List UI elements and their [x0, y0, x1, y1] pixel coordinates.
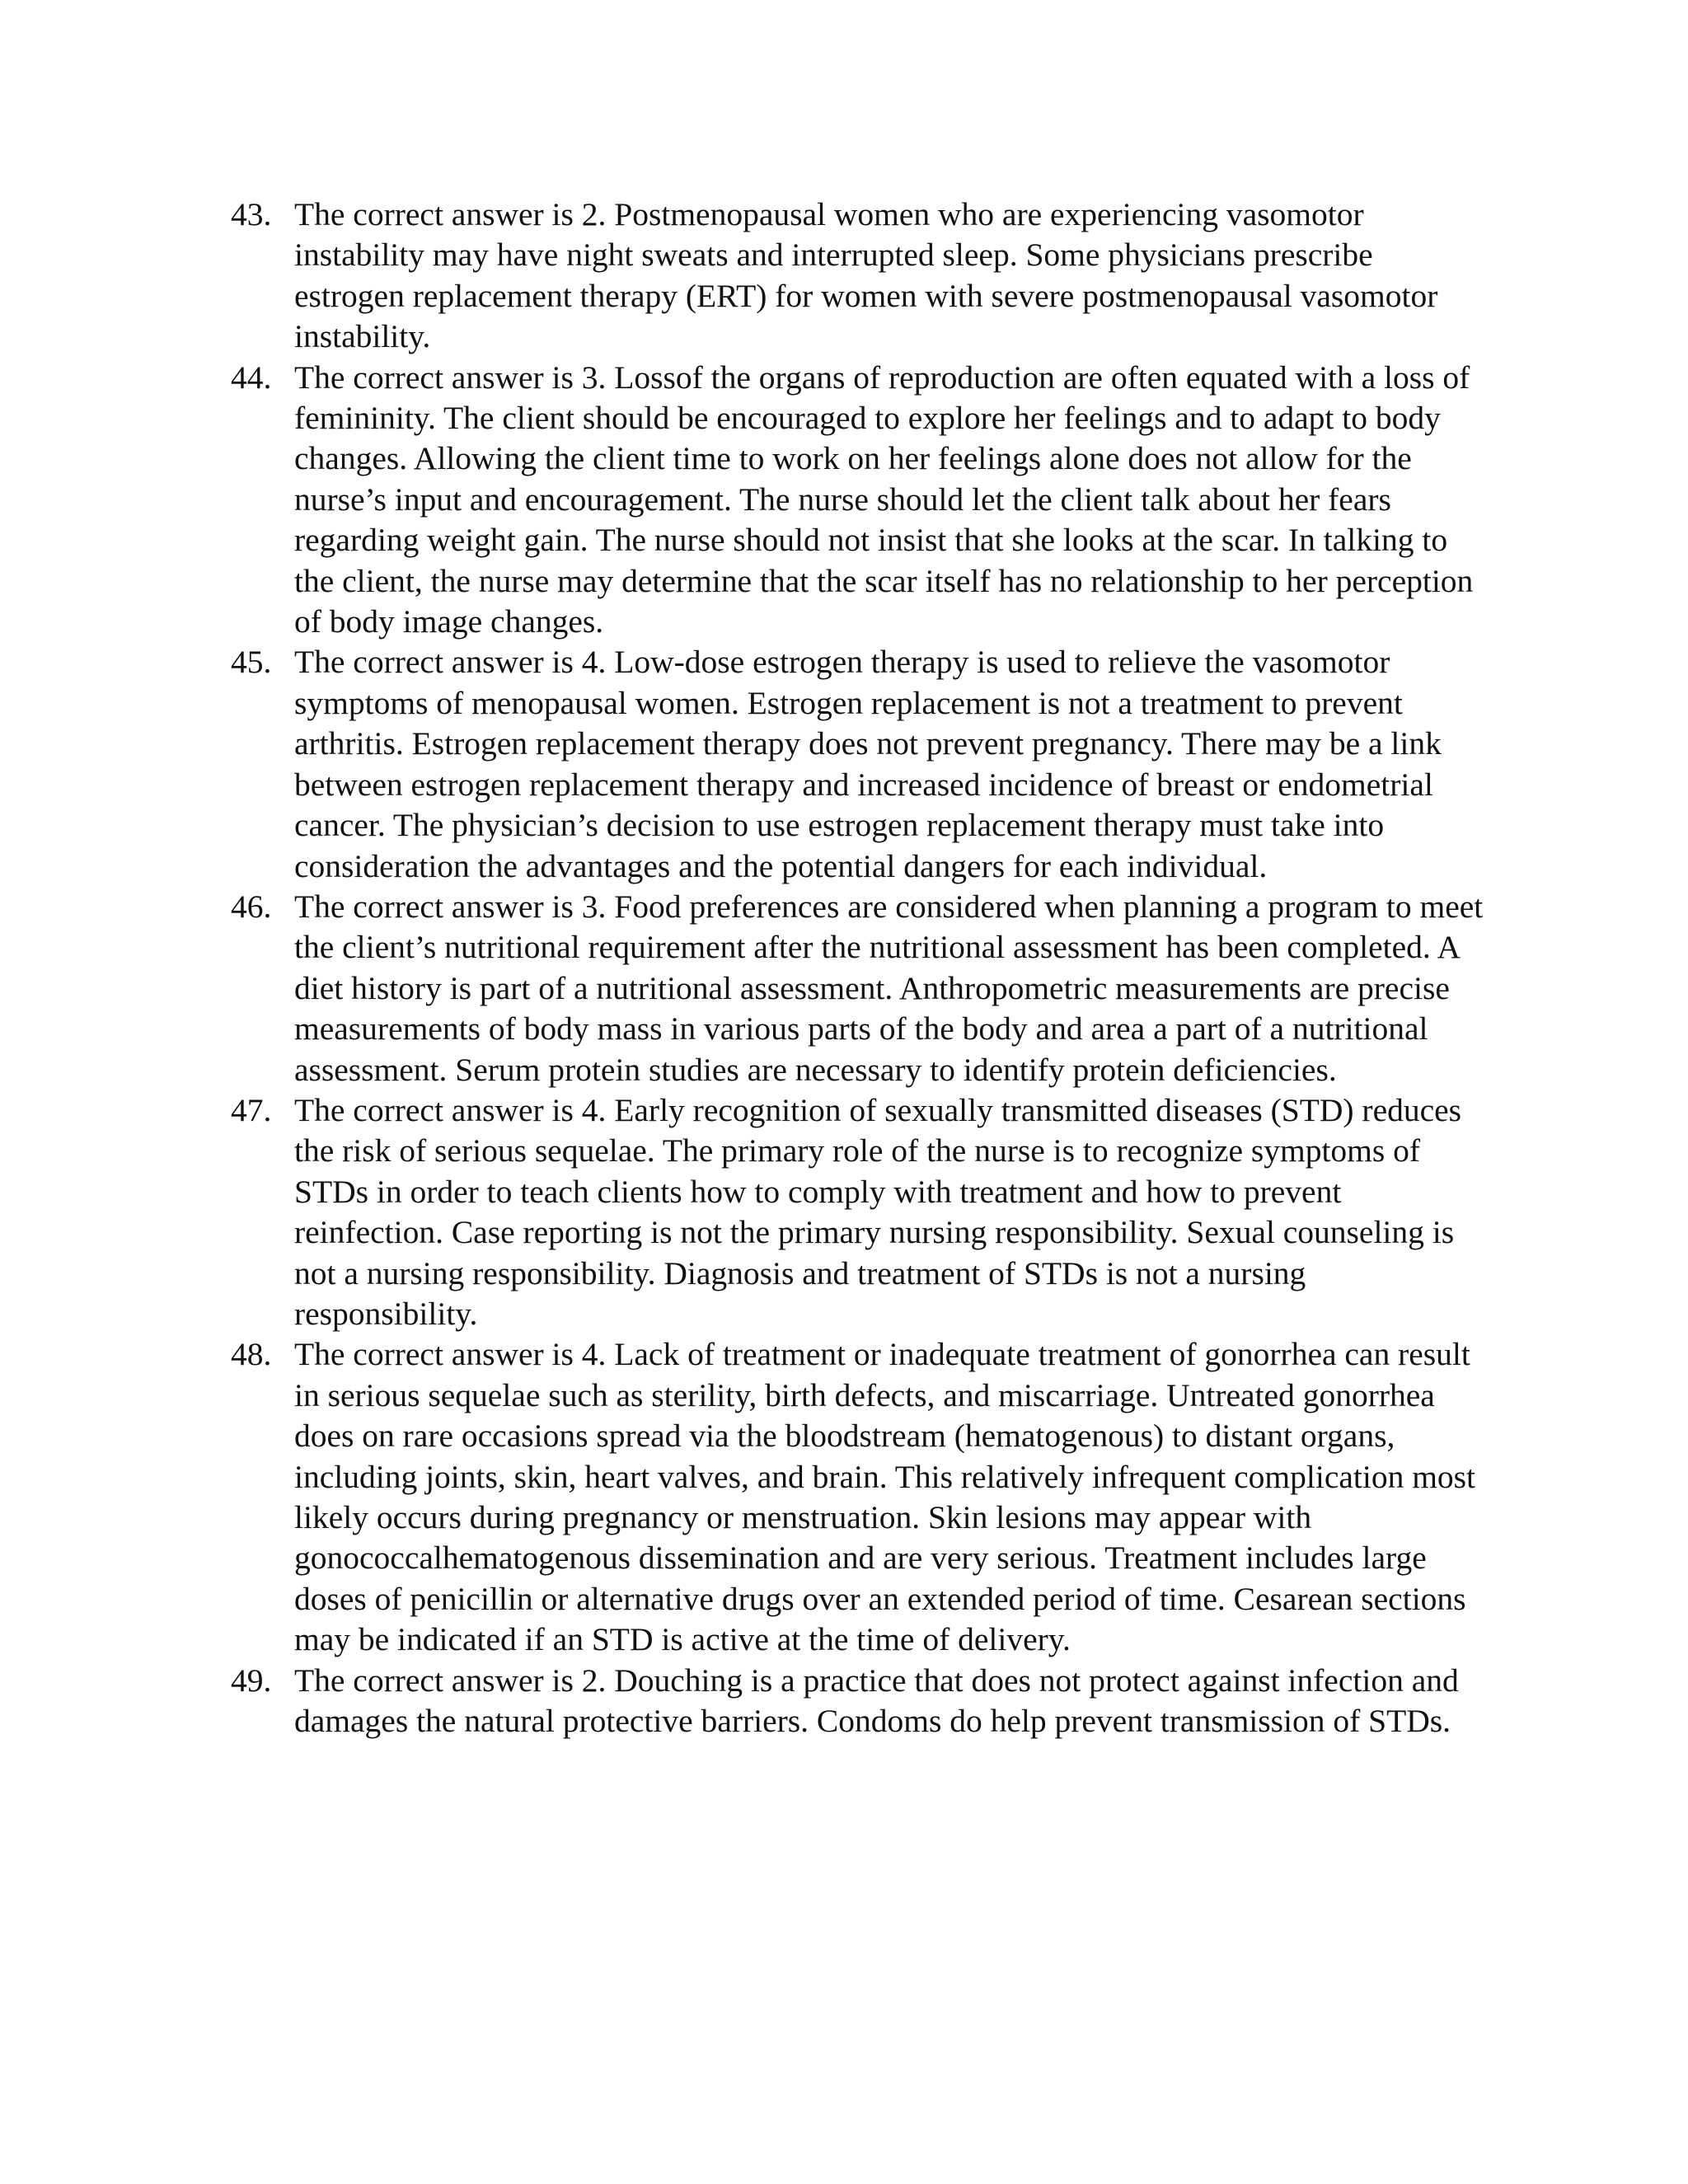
answer-number: 49. [231, 1661, 272, 1699]
answer-number: 45. [231, 644, 272, 681]
answer-item-45 [231, 642, 1484, 886]
answer-text: The correct answer is 4. Early recognition of sexually transmitted diseases (STD) reduces the risk of serious sequelae. The primary role of the nurse is to recognize symptoms of STDs in order to teach clients how to comply with treatment and how to prevent reinfection. Case reporting is not the primary nursing responsibility. Sexual counseling is not a nursing responsibility. Diagnosis and treatment of STDs is not a nursing responsibility. [294, 1091, 1462, 1332]
answer-text: The correct answer is 2. Postmenopausal women who are experiencing vasomotor instability may have night sweats and interrupted sleep. Some physicians prescribe estrogen replacement therapy (ERT) for women with severe postmenopausal vasomotor instability. [294, 196, 1438, 355]
answer-item-47 [231, 1090, 1484, 1334]
answer-text: The correct answer is 2. Douching is a practice that does not protect against infection and damages the natural protective barriers. Condoms do help prevent transmission of STDs. [294, 1661, 1459, 1740]
answer-list [231, 194, 1484, 1741]
answer-text: The correct answer is 4. Low-dose estrogen therapy is used to relieve the vasomotor symptoms of menopausal women. Estrogen replacement is not a treatment to prevent arthritis. Estrogen replacement therapy does not prevent pregnancy. There may be a link between estrogen replacement therapy and increased incidence of breast or endometrial cancer. The physician’s decision to use estrogen replacement therapy must take into consideration the advantages and the potential dangers for each individual. [294, 644, 1442, 884]
answer-item-43 [231, 194, 1484, 358]
answer-text: The correct answer is 3. Food preferences are considered when planning a program to meet the client’s nutritional requirement after the nutritional assessment has been completed. A diet history is part of a nutritional assessment. Anthropometric measurements are precise measurements of body mass in various parts of the body and area a part of a nutritional assessment. Serum protein studies are necessary to identify protein deficiencies. [294, 888, 1484, 1088]
answer-item-49 [231, 1661, 1484, 1742]
answer-number: 44. [231, 359, 272, 396]
answer-number: 43. [231, 196, 272, 232]
answer-number: 46. [231, 888, 272, 925]
answer-number: 47. [231, 1091, 272, 1128]
answer-text: The correct answer is 4. Lack of treatment or inadequate treatment of gonorrhea can result in serious sequelae such as sterility, birth defects, and miscarriage. Untreated gonorrhea does on rare occasions spread via the bloodstream (hematogenous) to distant organs, including joints, skin, heart valves, and brain. This relatively infrequent complication most likely occurs during pregnancy or menstruation. Skin lesions may appear with gonococcalhematogenous dissemination and are very serious. Treatment includes large doses of penicillin or alternative drugs over an extended period of time. Cesarean sections may be indicated if an STD is active at the time of delivery. [294, 1336, 1476, 1658]
answer-item-46 [231, 887, 1484, 1090]
answer-item-48 [231, 1334, 1484, 1660]
answer-item-44 [231, 358, 1484, 643]
answer-text: The correct answer is 3. Lossof the organs of reproduction are often equated with a loss of femininity. The client should be encouraged to explore her feelings and to adapt to body changes. Allowing the client time to work on her feelings alone does not allow for the nurse’s input and encouragement. The nurse should let the client talk about her fears regarding weight gain. The nurse should not insist that she looks at the scar. In talking to the client, the nurse may determine that the scar itself has no relationship to her perception of body image changes. [294, 359, 1474, 640]
answer-number: 48. [231, 1336, 272, 1373]
